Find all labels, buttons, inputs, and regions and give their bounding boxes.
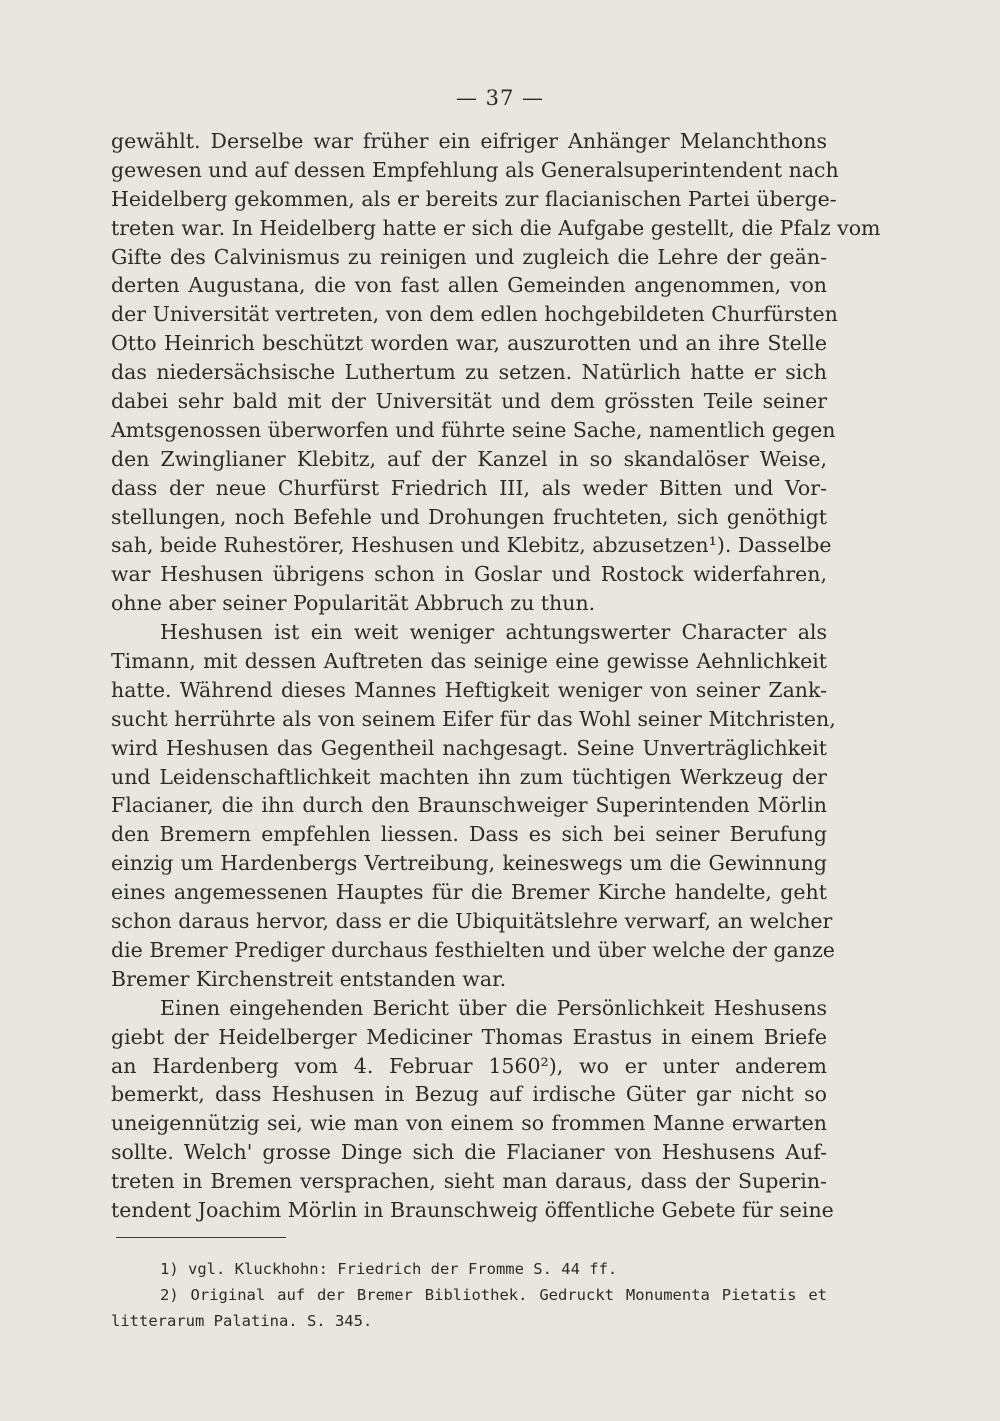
- text-line: Timann, mit dessen Auftreten das seinige eine gewisse Aehnlichkeit: [111, 649, 827, 674]
- text-line: stellungen, noch Befehle und Drohungen fruchteten, sich genöthigt: [111, 504, 827, 529]
- text-line: sollte. Welch' grosse Dinge sich die Flacianer von Heshusens Auf-: [111, 1140, 827, 1165]
- text-line: bemerkt, dass Heshusen in Bezug auf irdische Güter gar nicht so: [111, 1082, 827, 1107]
- text-line: die Bremer Prediger durchaus festhielten und über welche der ganze: [111, 937, 835, 962]
- text-line: Gifte des Calvinismus zu reinigen und zugleich die Lehre der geän-: [111, 244, 827, 269]
- text-line: eines angemessenen Hauptes für die Bremer Kirche handelte, geht: [111, 880, 827, 905]
- footnote-divider: [116, 1237, 286, 1238]
- text-line: den Bremern empfehlen liessen. Dass es sich bei seiner Berufung: [111, 822, 827, 847]
- text-line: tendent Joachim Mörlin in Braunschweig öffentliche Gebete für seine: [111, 1197, 834, 1222]
- page-number: — 37 —: [455, 86, 545, 110]
- text-line: treten war. In Heidelberg hatte er sich die Aufgabe gestellt, die Pfalz vom: [111, 215, 881, 240]
- text-line: giebt der Heidelberger Mediciner Thomas Erastus in einem Briefe: [111, 1024, 827, 1049]
- text-line: treten in Bremen versprachen, sieht man daraus, dass der Superin-: [111, 1169, 827, 1194]
- text-line: dabei sehr bald mit der Universität und dem grössten Teile seiner: [111, 389, 827, 414]
- text-line: einzig um Hardenbergs Vertreibung, keineswegs um die Gewinnung: [111, 851, 827, 876]
- text-line: Bremer Kirchenstreit entstanden war.: [111, 966, 507, 991]
- text-line: Flacianer, die ihn durch den Braunschweiger Superintenden Mörlin: [111, 793, 827, 818]
- text-line: derten Augustana, die von fast allen Gemeinden angenommen, von: [111, 273, 827, 298]
- text-line: Heshusen ist ein weit weniger achtungswerter Character als: [160, 620, 827, 645]
- text-line: ohne aber seiner Popularität Abbruch zu thun.: [111, 591, 596, 616]
- text-line: schon daraus hervor, dass er die Ubiquitätslehre verwarf, an welcher: [111, 909, 833, 934]
- text-line: an Hardenberg vom 4. Februar 1560²), wo er unter anderem: [111, 1053, 827, 1078]
- text-line: Heidelberg gekommen, als er bereits zur flacianischen Partei überge-: [111, 186, 837, 211]
- text-line: Otto Heinrich beschützt worden war, auszurotten und an ihre Stelle: [111, 331, 827, 356]
- text-line: war Heshusen übrigens schon in Goslar und Rostock widerfahren,: [111, 562, 827, 587]
- text-line: hatte. Während dieses Mannes Heftigkeit weniger von seiner Zank-: [111, 677, 827, 702]
- footnote-line: 2) Original auf der Bremer Bibliothek. Gedruckt Monumenta Pietatis et: [160, 1286, 827, 1304]
- text-line: wird Heshusen das Gegentheil nachgesagt. Seine Unverträglichkeit: [111, 735, 827, 760]
- footnote-line: 1) vgl. Kluckhohn: Friedrich der Fromme S. 44 ff.: [160, 1260, 618, 1278]
- text-line: sah, beide Ruhestörer, Heshusen und Klebitz, abzusetzen¹). Dasselbe: [111, 533, 832, 558]
- text-line: und Leidenschaftlichkeit machten ihn zum tüchtigen Werkzeug der: [111, 764, 827, 789]
- text-line: gewesen und auf dessen Empfehlung als Generalsuperintendent nach: [111, 157, 839, 182]
- text-line: der Universität vertreten, von dem edlen hochgebildeten Churfürsten: [111, 302, 838, 327]
- text-line: das niedersächsische Luthertum zu setzen. Natürlich hatte er sich: [111, 360, 827, 385]
- footnote-line: litterarum Palatina. S. 345.: [111, 1312, 373, 1330]
- text-line: Einen eingehenden Bericht über die Persönlichkeit Heshusens: [160, 995, 827, 1020]
- footnotes: [111, 1256, 827, 1334]
- text-line: uneigennützig sei, wie man von einem so frommen Manne erwarten: [111, 1111, 827, 1136]
- text-line: den Zwinglianer Klebitz, auf der Kanzel in so skandalöser Weise,: [111, 446, 827, 471]
- text-line: dass der neue Churfürst Friedrich III, als weder Bitten und Vor-: [111, 475, 827, 500]
- text-line: sucht herrührte als von seinem Eifer für das Wohl seiner Mitchristen,: [111, 706, 836, 731]
- text-line: Amtsgenossen überworfen und führte seine Sache, namentlich gegen: [111, 417, 836, 442]
- body-text: [111, 127, 881, 1225]
- text-line: gewählt. Derselbe war früher ein eifriger Anhänger Melanchthons: [111, 129, 827, 153]
